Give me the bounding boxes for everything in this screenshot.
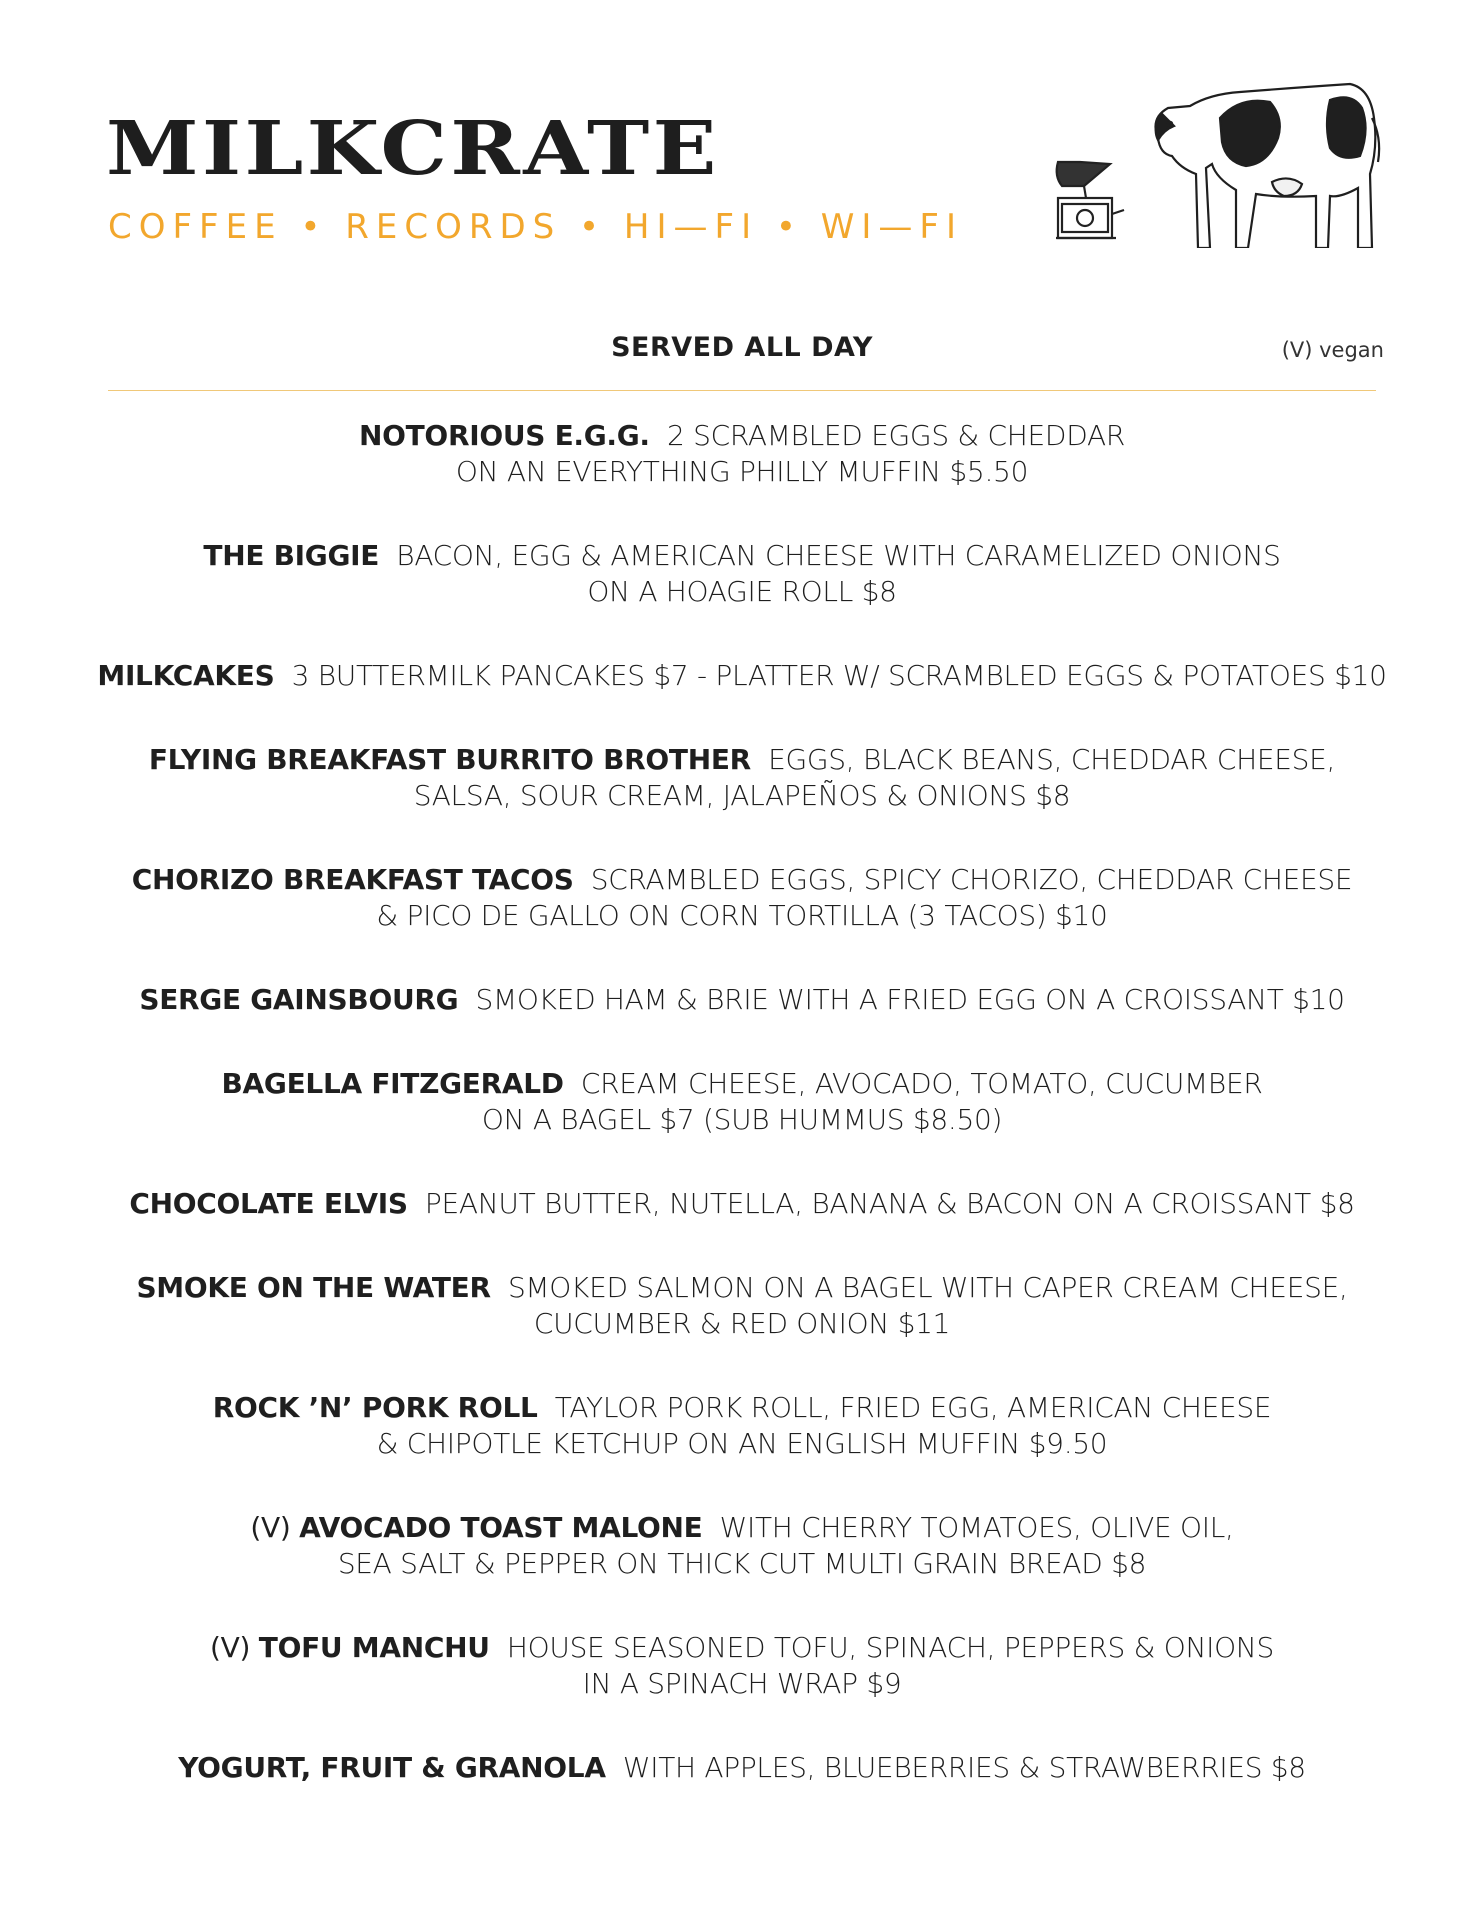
menu-item-name: AVOCADO TOAST MALONE [299, 1511, 703, 1544]
menu-item-description: WITH CHERRY TOMATOES, OLIVE OIL, [719, 1511, 1234, 1544]
menu-item-description: TAYLOR PORK ROLL, FRIED EGG, AMERICAN CHEESE [554, 1391, 1272, 1424]
menu-item-line [60, 1270, 1424, 1306]
brand-logo-wordmark: MILKCRATE [106, 106, 720, 192]
menu-item-description: 2 SCRAMBLED EGGS & CHEDDAR [666, 419, 1125, 452]
menu-item-description: SMOKED SALMON ON A BAGEL WITH CAPER CREAM CHEESE, [507, 1271, 1348, 1304]
menu-item-description: SMOKED HAM & BRIE WITH A FRIED EGG ON A CROISSANT $10 [475, 983, 1345, 1016]
menu-item-line [60, 862, 1424, 898]
cow-icon [1156, 84, 1380, 248]
menu-item [60, 1270, 1424, 1342]
menu-item-name: FLYING BREAKFAST BURRITO BROTHER [148, 743, 751, 776]
menu-item-description-continued: & CHIPOTLE KETCHUP ON AN ENGLISH MUFFIN $9.50 [376, 1427, 1108, 1460]
menu-item-line [60, 982, 1424, 1018]
menu-item-line [60, 658, 1424, 694]
section-title: SERVED ALL DAY [611, 332, 873, 363]
menu-item-name: THE BIGGIE [203, 539, 380, 572]
menu-item-description: CREAM CHEESE, AVOCADO, TOMATO, CUCUMBER [580, 1067, 1263, 1100]
vegan-tag: (V) [250, 1511, 291, 1544]
menu-item-description: 3 BUTTERMILK PANCAKES $7 - PLATTER W/ SCRAMBLED EGGS & POTATOES $10 [291, 659, 1387, 692]
menu-item-line [60, 742, 1424, 778]
menu-item-description-continued: SEA SALT & PEPPER ON THICK CUT MULTI GRAIN BREAD $8 [337, 1547, 1147, 1580]
gramophone-icon [1056, 162, 1124, 238]
menu-item [60, 862, 1424, 934]
menu-item-description-continued: ON AN EVERYTHING PHILLY MUFFIN $5.50 [455, 455, 1029, 488]
menu-item-line [60, 538, 1424, 574]
menu-item-name: ROCK ’N’ PORK ROLL [212, 1391, 538, 1424]
menu-item-name: BAGELLA FITZGERALD [221, 1067, 564, 1100]
menu-item [60, 1390, 1424, 1462]
menu-item-description: BACON, EGG & AMERICAN CHEESE WITH CARAMELIZED ONIONS [396, 539, 1281, 572]
menu-item-name: CHORIZO BREAKFAST TACOS [131, 863, 574, 896]
vegan-tag: (V) [210, 1631, 251, 1664]
menu-item [60, 418, 1424, 490]
menu-item-description: HOUSE SEASONED TOFU, SPINACH, PEPPERS & ONIONS [506, 1631, 1274, 1664]
menu-item-line [60, 418, 1424, 454]
menu-item-description-continued: & PICO DE GALLO ON CORN TORTILLA (3 TACOS) $10 [376, 899, 1108, 932]
menu-item [60, 1750, 1424, 1786]
menu-item [60, 1186, 1424, 1222]
menu-item-line [60, 1390, 1424, 1426]
menu-item-description: PEANUT BUTTER, NUTELLA, BANANA & BACON ON A CROISSANT $8 [424, 1187, 1355, 1220]
menu-item-name: NOTORIOUS E.G.G. [359, 419, 650, 452]
menu-item-name: YOGURT, FRUIT & GRANOLA [178, 1751, 606, 1784]
menu-item-description: WITH APPLES, BLUEBERRIES & STRAWBERRIES $8 [622, 1751, 1306, 1784]
menu-item-description-continued: IN A SPINACH WRAP $9 [582, 1667, 902, 1700]
menu-item-line [60, 1510, 1424, 1546]
menu-item-name: MILKCAKES [97, 659, 275, 692]
menu-item-name: TOFU MANCHU [258, 1631, 490, 1664]
menu-item [60, 658, 1424, 694]
header-illustration [1040, 78, 1390, 248]
menu-item-description-continued: ON A HOAGIE ROLL $8 [587, 575, 897, 608]
menu-item [60, 1630, 1424, 1702]
menu-item-line [60, 1066, 1424, 1102]
menu-item-description-continued: SALSA, SOUR CREAM, JALAPEÑOS & ONIONS $8 [413, 779, 1071, 812]
menu-item [60, 742, 1424, 814]
menu-item-description-continued: ON A BAGEL $7 (SUB HUMMUS $8.50) [481, 1103, 1003, 1136]
brand-tagline: COFFEE • RECORDS • HI—FI • WI—FI [108, 207, 963, 247]
menu-item-description-continued: CUCUMBER & RED ONION $11 [533, 1307, 951, 1340]
menu-item [60, 982, 1424, 1018]
menu-item-line [60, 1750, 1424, 1786]
menu-item-line [60, 1186, 1424, 1222]
menu-item-description: EGGS, BLACK BEANS, CHEDDAR CHEESE, [768, 743, 1336, 776]
menu-item [60, 1066, 1424, 1138]
vegan-legend: (V) vegan [1281, 338, 1384, 362]
menu-item [60, 1510, 1424, 1582]
menu-item-name: CHOCOLATE ELVIS [129, 1187, 408, 1220]
menu-item-name: SERGE GAINSBOURG [139, 983, 459, 1016]
section-divider [108, 390, 1376, 391]
menu-item-description: SCRAMBLED EGGS, SPICY CHORIZO, CHEDDAR CHEESE [590, 863, 1353, 896]
menu-list [60, 418, 1424, 1834]
menu-item-line [60, 1630, 1424, 1666]
menu-item-name: SMOKE ON THE WATER [136, 1271, 491, 1304]
menu-header [0, 0, 1484, 260]
menu-item [60, 538, 1424, 610]
